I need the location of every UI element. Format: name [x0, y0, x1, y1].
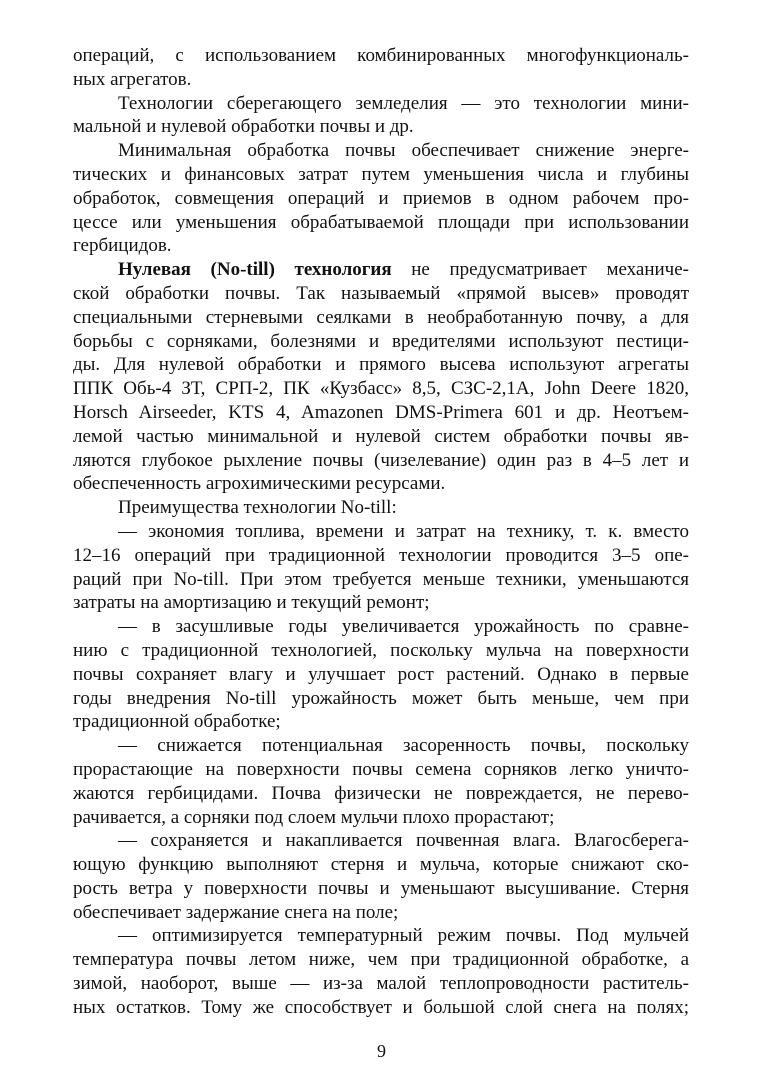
line-text: затраты на амортизацию и текущий ремонт;	[73, 592, 430, 614]
text-line	[73, 734, 689, 758]
line-text: обеспечивает задержание снега на поле;	[73, 901, 399, 923]
text-line	[73, 234, 689, 258]
line-text: годы внедрения No-till урожайность может быть меньше, чем при	[73, 687, 689, 709]
line-text: ных агрегатов.	[73, 68, 192, 90]
line-text: ППК Обь-4 ЗТ, СРП-2, ПК «Кузбасс» 8,5, СЗС-2,1А, John Deere 1820,	[73, 378, 689, 400]
text-line	[73, 758, 689, 782]
line-text: специальными стерневыми сеялками в необработанную почву, а для	[73, 306, 689, 328]
text-line	[73, 520, 689, 544]
line-text: обработок, совмещения операций и приемов в одном рабочем про-	[73, 187, 689, 209]
line-text: Технологии сберегающего земледелия — это технологии мини-	[118, 92, 689, 114]
text-line	[73, 591, 689, 615]
line-text: нию с традиционной технологией, поскольку мульча на поверхности	[73, 639, 689, 661]
page-number: 9	[377, 1041, 386, 1061]
line-text: — снижается потенциальная засоренность почвы, поскольку	[118, 735, 689, 757]
line-text: жаются гербицидами. Почва физически не повреждается, не перево-	[73, 782, 689, 804]
text-line	[73, 330, 689, 354]
text-line	[73, 282, 689, 306]
line-text: ской обработки почвы. Так называемый «прямой высев» проводят	[73, 282, 689, 304]
line-text: операций, с использованием комбинированных многофункциональ-	[73, 45, 689, 66]
text-line	[73, 782, 689, 806]
line-text: Horsch Airseeder, KTS 4, Amazonen DMS-Primera 601 и др. Неотъем-	[73, 401, 689, 423]
text-line	[73, 68, 689, 92]
line-text: ющую функцию выполняют стерня и мульча, которые снижают ско-	[73, 854, 689, 876]
text-line	[73, 687, 689, 711]
text-line	[73, 187, 689, 211]
text-line	[73, 996, 689, 1020]
line-text: борьбы с сорняками, болезнями и вредителями используют пестици-	[73, 330, 689, 352]
line-text: Преимущества технологии No-till:	[118, 497, 397, 519]
text-line	[73, 472, 689, 496]
text-line	[73, 948, 689, 972]
text-line	[73, 211, 689, 235]
text-line	[73, 829, 689, 853]
line-text: ных остатков. Тому же способствует и большой слой снега на полях;	[73, 996, 689, 1018]
text-line	[73, 92, 689, 116]
text-line	[73, 806, 689, 830]
text-line	[73, 496, 689, 520]
line-text: прорастающие на поверхности почвы семена сорняков легко уничто-	[73, 758, 689, 780]
line-text: рость ветра у поверхности почвы и уменьшают высушивание. Стерня	[73, 877, 689, 899]
line-text: — в засушливые годы увеличивается урожайность по сравне-	[118, 616, 689, 638]
line-text: — оптимизируется температурный режим почвы. Под мульчей	[118, 925, 689, 947]
text-line	[73, 163, 689, 187]
text-line	[73, 258, 689, 282]
text-line	[73, 639, 689, 663]
bold-term: Нулевая (No-till) технология	[118, 259, 392, 281]
text-line	[73, 306, 689, 330]
text-line	[73, 615, 689, 639]
line-text: традиционной обработке;	[73, 711, 281, 733]
text-line	[73, 139, 689, 163]
text-line	[73, 353, 689, 377]
line-text: ляются глубокое рыхление почвы (чизелевание) один раз в 4–5 лет и	[73, 449, 689, 471]
line-text: не предусматривает механиче-	[391, 259, 689, 281]
line-text: цессе или уменьшения обрабатываемой площади при использовании	[73, 211, 689, 233]
text-line	[73, 568, 689, 592]
line-text: зимой, наоборот, выше — из-за малой теплопроводности раститель-	[73, 973, 689, 995]
text-line	[73, 44, 689, 68]
text-line	[73, 901, 689, 925]
line-text: лемой частью минимальной и нулевой систем обработки почвы яв-	[73, 425, 689, 447]
text-line	[73, 544, 689, 568]
line-text: — сохраняется и накапливается почвенная влага. Влагосберега-	[118, 830, 689, 852]
text-line	[73, 924, 689, 948]
text-line	[73, 425, 689, 449]
text-line	[73, 449, 689, 473]
text-line	[73, 663, 689, 687]
line-text: раций при No-till. При этом требуется меньше техники, уменьшаются	[73, 568, 689, 590]
line-text: обеспеченность агрохимическими ресурсами.	[73, 473, 446, 495]
line-text: температура почвы летом ниже, чем при традиционной обработке, а	[73, 949, 689, 971]
line-text: — экономия топлива, времени и затрат на технику, т. к. вместо	[118, 520, 689, 542]
line-text: рачивается, а сорняки под слоем мульчи плохо прорастают;	[73, 806, 555, 828]
body-text	[73, 44, 689, 1020]
text-line	[73, 972, 689, 996]
text-line	[73, 853, 689, 877]
text-line	[73, 115, 689, 139]
text-line	[73, 401, 689, 425]
line-text: гербицидов.	[73, 235, 172, 257]
line-text: почвы сохраняет влагу и улучшает рост растений. Однако в первые	[73, 663, 689, 685]
text-line	[73, 377, 689, 401]
line-text: ды. Для нулевой обработки и прямого высева используют агрегаты	[73, 354, 689, 376]
line-text: Минимальная обработка почвы обеспечивает снижение энерге-	[118, 140, 689, 162]
line-text: мальной и нулевой обработки почвы и др.	[73, 116, 414, 138]
text-line	[73, 710, 689, 734]
line-text: 12–16 операций при традиционной технологии проводится 3–5 опе-	[73, 544, 689, 566]
line-text: тических и финансовых затрат путем уменьшения числа и глубины	[73, 163, 689, 185]
text-line	[73, 877, 689, 901]
